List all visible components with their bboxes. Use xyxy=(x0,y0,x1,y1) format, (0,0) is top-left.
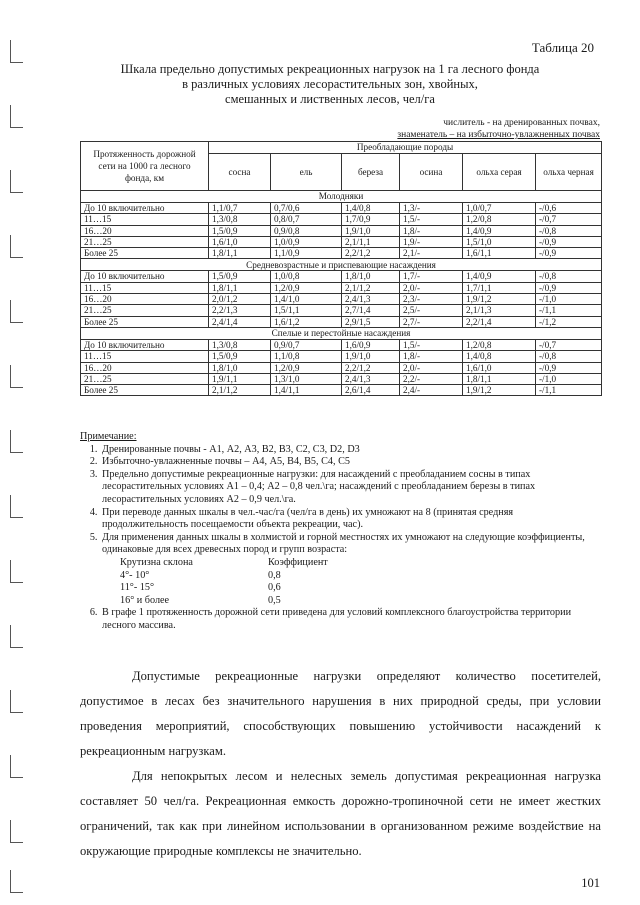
table-cell: 2,3/- xyxy=(400,294,463,305)
note-item: 4. При переводе данных шкалы в чел.-час/га (чел/га в день) их умножают на 8 (принятая средняя продолжительность посещаемости объекта рекреации, час). xyxy=(100,507,600,532)
table-cell: 1,9/1,1 xyxy=(209,373,271,384)
notes-title: Примечание: xyxy=(80,431,137,442)
legend-numerator: числитель - на дренированных почвах, xyxy=(443,118,600,128)
binding-mark xyxy=(10,820,23,843)
row-label: 21…25 xyxy=(81,305,209,316)
table-row xyxy=(81,248,602,259)
table-cell: 1,8/- xyxy=(400,225,463,236)
binding-mark xyxy=(10,105,23,128)
table-cell: 1,8/1,0 xyxy=(342,271,400,282)
slope-coefficient-table xyxy=(120,557,600,607)
table-row xyxy=(81,294,602,305)
table-row xyxy=(81,225,602,236)
row-label: Более 25 xyxy=(81,385,209,396)
table-cell: 1,9/- xyxy=(400,236,463,247)
table-cell: 1,4/0,9 xyxy=(463,225,536,236)
legend-denominator: знаменатель – на избыточно-увлажненных почвах xyxy=(397,130,600,140)
table-cell: 1,5/0,9 xyxy=(209,351,271,362)
table-cell: -/0,9 xyxy=(536,282,602,293)
row-label: 21…25 xyxy=(81,373,209,384)
column-header-road-length: Протяженность дорожной сети на 1000 га лесного фонда, км xyxy=(81,142,209,191)
table-cell: 1,5/1,1 xyxy=(271,305,342,316)
table-row xyxy=(81,339,602,350)
table-title xyxy=(80,62,580,107)
table-cell: -/1,0 xyxy=(536,373,602,384)
table-row xyxy=(81,385,602,396)
table-cell: 1,6/0,9 xyxy=(342,339,400,350)
group-row xyxy=(81,327,602,339)
table-cell: 2,4/- xyxy=(400,385,463,396)
slope-angle: 11°- 15° xyxy=(120,582,155,594)
table-cell: -/0,6 xyxy=(536,203,602,214)
table-cell: 2,0/- xyxy=(400,282,463,293)
table-cell: 1,6/1,0 xyxy=(463,362,536,373)
table-row xyxy=(81,271,602,282)
table-cell: -/1,1 xyxy=(536,305,602,316)
table-cell: 1,2/0,8 xyxy=(463,214,536,225)
table-row xyxy=(81,351,602,362)
slope-angle: 16° и более xyxy=(120,594,170,606)
table-cell: 1,2/0,9 xyxy=(271,362,342,373)
table-cell: 1,3/0,8 xyxy=(209,214,271,225)
row-label: 11…15 xyxy=(81,214,209,225)
table-cell: 1,4/1,1 xyxy=(271,385,342,396)
binding-mark xyxy=(10,755,23,778)
group-row xyxy=(81,191,602,203)
table-cell: 1,5/0,9 xyxy=(209,225,271,236)
table-cell: 2,7/1,4 xyxy=(342,305,400,316)
table-cell: 2,4/1,4 xyxy=(209,316,271,327)
table-cell: 1,4/0,8 xyxy=(342,203,400,214)
note-item: 2. Избыточно-увлажненные почвы – А4, А5, В4, В5, С4, С5 xyxy=(100,456,600,469)
slope-coef: 0,5 xyxy=(268,594,281,606)
table-cell: 1,9/1,0 xyxy=(342,225,400,236)
column-header-species: ольха черная xyxy=(536,154,602,191)
table-cell: -/0,7 xyxy=(536,339,602,350)
table-cell: -/0,9 xyxy=(536,236,602,247)
table-row xyxy=(81,305,602,316)
table-cell: 1,1/0,8 xyxy=(271,351,342,362)
note-item-text: Для применения данных шкалы в холмистой и горной местностях их умножают на следующие коэффициенты, одинаковые для всех древесных пород и групп возраста: xyxy=(102,531,585,556)
slope-coef: 0,8 xyxy=(268,569,281,581)
table-cell: 2,4/1,3 xyxy=(342,294,400,305)
column-header-dominant-species: Преобладающие породы xyxy=(209,142,602,154)
recreation-load-table xyxy=(80,141,602,396)
table-cell: 1,5/- xyxy=(400,214,463,225)
row-label: Более 25 xyxy=(81,248,209,259)
row-label: 16…20 xyxy=(81,294,209,305)
table-cell: 1,8/1,0 xyxy=(209,362,271,373)
table-cell: 2,6/1,4 xyxy=(342,385,400,396)
binding-mark xyxy=(10,170,23,193)
paragraph: Для непокрытых лесом и нелесных земель допустимая рекреационная нагрузка составляет 50 чел/га. Рекреационная емкость дорожно-тропиночной сети не имеет жестких ограничений, так как при линейном использовании в организованном режиме воздействие на окружающие природные комплексы не значительно. xyxy=(80,769,601,858)
table-row xyxy=(81,236,602,247)
table-cell: 1,6/1,1 xyxy=(463,248,536,259)
table-cell: 2,9/1,5 xyxy=(342,316,400,327)
table-cell: 1,3/1,0 xyxy=(271,373,342,384)
table-cell: 1,1/0,9 xyxy=(271,248,342,259)
table-cell: 2,2/- xyxy=(400,373,463,384)
note-item: 6. В графе 1 протяженность дорожной сети приведена для условий комплексного благоустройства территории лесного массива. xyxy=(100,607,600,632)
binding-mark xyxy=(10,430,23,453)
table-cell: 1,5/- xyxy=(400,339,463,350)
table-cell: 1,9/1,2 xyxy=(463,385,536,396)
row-label: До 10 включительно xyxy=(81,203,209,214)
table-label: Таблица 20 xyxy=(531,40,594,55)
table-cell: 1,2/0,9 xyxy=(271,282,342,293)
binding-mark xyxy=(10,300,23,323)
table-cell: -/0,8 xyxy=(536,225,602,236)
table-cell: -/0,8 xyxy=(536,351,602,362)
table-cell: 2,2/1,2 xyxy=(342,248,400,259)
slope-header-angle: Крутизна склона xyxy=(120,556,193,568)
table-cell: 1,8/1,1 xyxy=(209,248,271,259)
slope-angle: 4°- 10° xyxy=(120,569,150,581)
table-cell: 1,7/1,1 xyxy=(463,282,536,293)
column-header-species: ель xyxy=(271,154,342,191)
table-cell: 1,8/1,1 xyxy=(209,282,271,293)
table-cell: 1,0/0,9 xyxy=(271,236,342,247)
binding-mark xyxy=(10,560,23,583)
page-number: 101 xyxy=(581,876,600,890)
binding-mark xyxy=(10,495,23,518)
table-cell: 2,2/1,4 xyxy=(463,316,536,327)
table-cell: 1,5/0,9 xyxy=(209,271,271,282)
column-header-species: сосна xyxy=(209,154,271,191)
table-row xyxy=(81,282,602,293)
table-row xyxy=(81,203,602,214)
binding-mark xyxy=(10,625,23,648)
table-cell: 1,4/1,0 xyxy=(271,294,342,305)
table-cell: 0,8/0,7 xyxy=(271,214,342,225)
binding-mark xyxy=(10,235,23,258)
table-cell: 1,9/1,0 xyxy=(342,351,400,362)
table-cell: 1,6/1,0 xyxy=(209,236,271,247)
row-label: 11…15 xyxy=(81,282,209,293)
row-label: До 10 включительно xyxy=(81,271,209,282)
table-cell: -/0,9 xyxy=(536,248,602,259)
table-cell: 2,4/1,3 xyxy=(342,373,400,384)
group-title: Спелые и перестойные насаждения xyxy=(81,327,602,339)
table-cell: 2,0/- xyxy=(400,362,463,373)
table-cell: 1,6/1,2 xyxy=(271,316,342,327)
row-label: Более 25 xyxy=(81,316,209,327)
group-title: Молодняки xyxy=(81,191,602,203)
table-cell: 1,9/1,2 xyxy=(463,294,536,305)
table-cell: 1,1/0,7 xyxy=(209,203,271,214)
table-cell: 1,5/1,0 xyxy=(463,236,536,247)
notes-list xyxy=(80,444,600,633)
table-cell: 2,1/- xyxy=(400,248,463,259)
table-cell: 1,3/0,8 xyxy=(209,339,271,350)
table-cell: 1,3/- xyxy=(400,203,463,214)
table-cell: 1,0/0,7 xyxy=(463,203,536,214)
table-cell: 1,2/0,8 xyxy=(463,339,536,350)
table-row xyxy=(81,316,602,327)
title-line: смешанных и лиственных лесов, чел/га xyxy=(225,92,435,106)
table-cell: 1,4/0,8 xyxy=(463,351,536,362)
slope-header-coef: Коэффициент xyxy=(268,556,328,568)
table-cell: 1,8/- xyxy=(400,351,463,362)
binding-mark xyxy=(10,365,23,388)
note-item: 3. Предельно допустимые рекреационные нагрузки: для насаждений с преобладанием сосны в типах лесорастительных условиях А1 – 0,4; А2 – 0,8 чел.\га; насаждений с преобладанием березы в типах лесорастительных условиях А2 – 0,9 чел.\га. xyxy=(100,469,600,507)
slope-coef: 0,6 xyxy=(268,582,281,594)
group-title: Средневозрастные и приспевающие насаждения xyxy=(81,259,602,271)
table-cell: -/0,9 xyxy=(536,362,602,373)
table-cell: 2,1/1,3 xyxy=(463,305,536,316)
table-cell: -/1,0 xyxy=(536,294,602,305)
table-cell: 1,7/0,9 xyxy=(342,214,400,225)
table-cell: 2,1/1,1 xyxy=(342,236,400,247)
table-cell: 1,8/1,1 xyxy=(463,373,536,384)
table-cell: 1,0/0,8 xyxy=(271,271,342,282)
column-header-species: береза xyxy=(342,154,400,191)
table-row xyxy=(81,362,602,373)
table-cell: 0,9/0,7 xyxy=(271,339,342,350)
group-row xyxy=(81,259,602,271)
table-cell: -/1,1 xyxy=(536,385,602,396)
table-cell: 1,7/- xyxy=(400,271,463,282)
table-cell: 2,5/- xyxy=(400,305,463,316)
binding-mark xyxy=(10,40,23,63)
table-legend xyxy=(397,117,600,141)
binding-mark xyxy=(10,870,23,893)
table-cell: 0,7/0,6 xyxy=(271,203,342,214)
title-line: в различных условиях лесорастительных зон, хвойных, xyxy=(182,77,478,91)
table-cell: 2,0/1,2 xyxy=(209,294,271,305)
table-cell: 2,1/1,2 xyxy=(209,385,271,396)
table-cell: 0,9/0,8 xyxy=(271,225,342,236)
row-label: 21…25 xyxy=(81,236,209,247)
note-item: 1. Дренированные почвы - А1, А2, А3, В2, В3, С2, С3, D2, D3 xyxy=(100,444,600,457)
table-row xyxy=(81,373,602,384)
table-row xyxy=(81,214,602,225)
table-cell: -/1,2 xyxy=(536,316,602,327)
row-label: 16…20 xyxy=(81,225,209,236)
binding-mark xyxy=(10,690,23,713)
table-cell: -/0,8 xyxy=(536,271,602,282)
column-header-species: осина xyxy=(400,154,463,191)
column-header-species: ольха серая xyxy=(463,154,536,191)
table-cell: 2,7/- xyxy=(400,316,463,327)
binding-marks xyxy=(10,20,24,900)
title-line: Шкала предельно допустимых рекреационных нагрузок на 1 га лесного фонда xyxy=(120,62,540,76)
table-cell: -/0,7 xyxy=(536,214,602,225)
table-cell: 1,4/0,9 xyxy=(463,271,536,282)
row-label: 16…20 xyxy=(81,362,209,373)
table-cell: 2,2/1,2 xyxy=(342,362,400,373)
body-text xyxy=(80,664,601,864)
note-item xyxy=(100,532,600,608)
row-label: До 10 включительно xyxy=(81,339,209,350)
table-cell: 2,1/1,2 xyxy=(342,282,400,293)
paragraph: Допустимые рекреационные нагрузки определяют количество посетителей, допустимое в лесах без значительного нарушения в них природной среды, при условии проведения мероприятий, способствующих повышению устойчивости насаждений к рекреационным нагрузкам. xyxy=(80,669,601,758)
notes-section xyxy=(80,431,600,633)
row-label: 11…15 xyxy=(81,351,209,362)
table-cell: 2,2/1,3 xyxy=(209,305,271,316)
